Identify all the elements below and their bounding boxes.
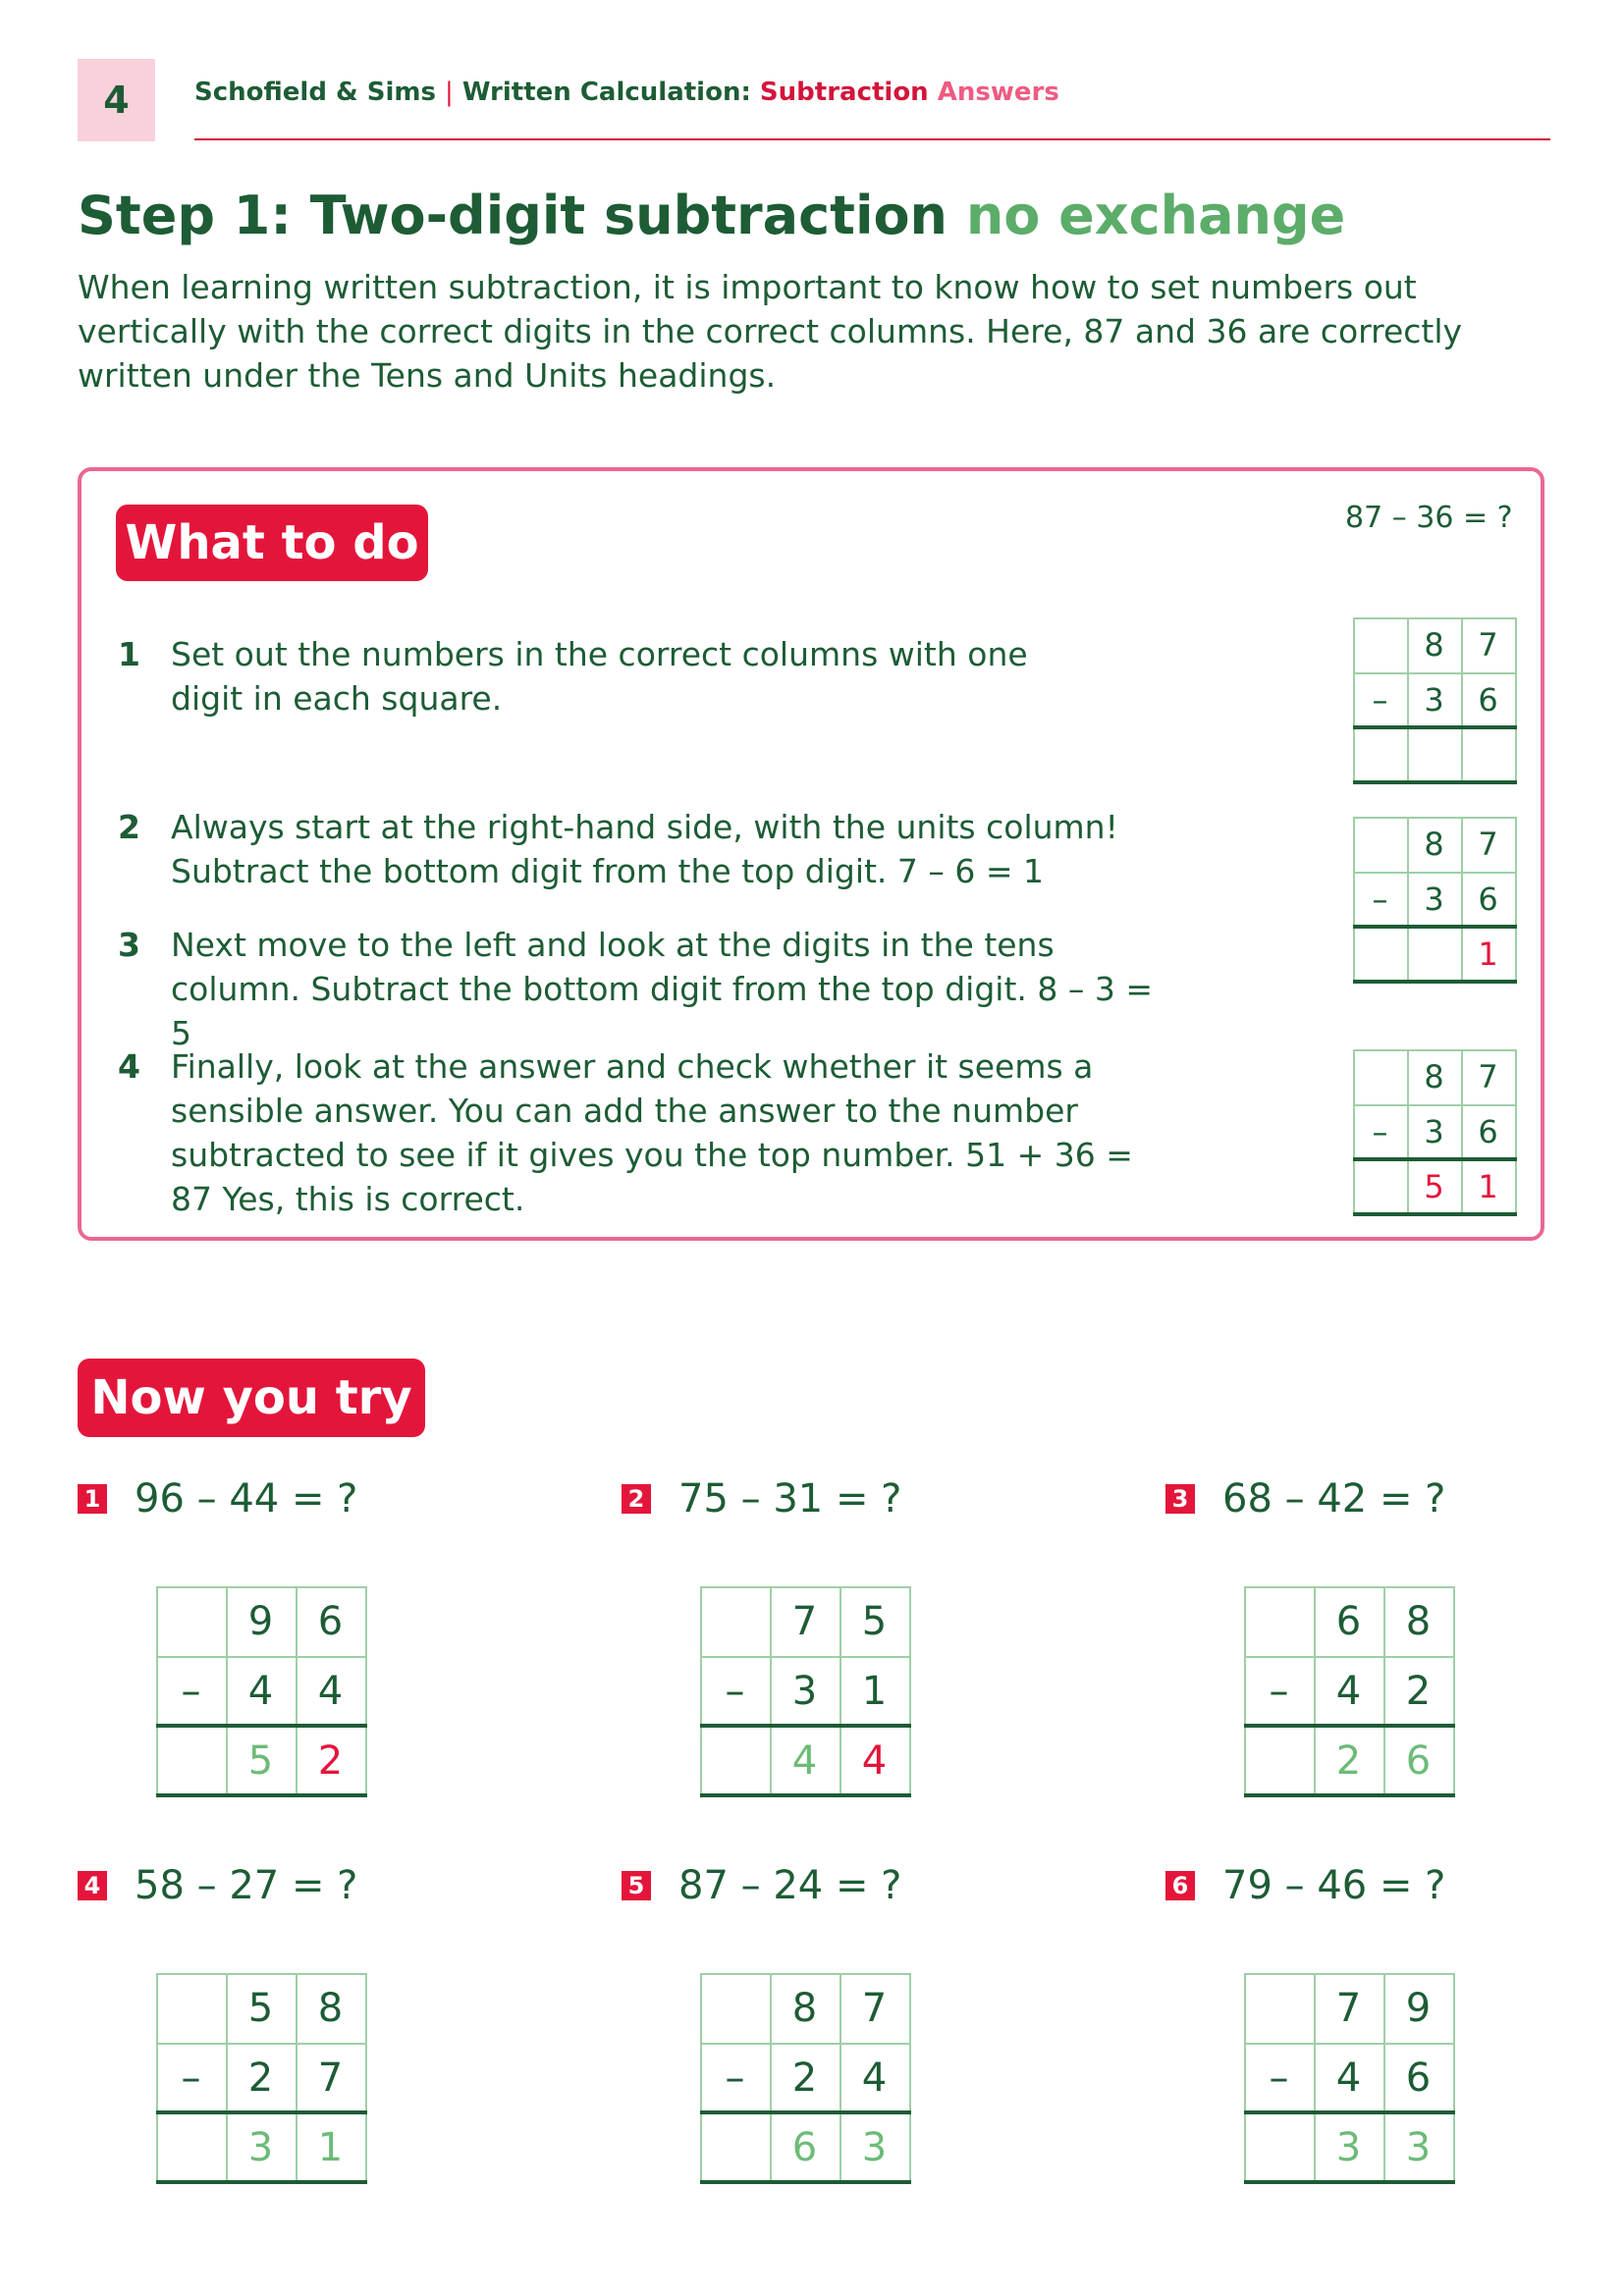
top-digit: 7 [791,1598,818,1644]
top-digit: 6 [1335,1598,1362,1644]
question-3 [1165,1476,1445,1522]
top-digit: 7 [1478,626,1498,664]
page-title [78,185,1345,246]
question-6 [1165,1863,1445,1908]
answer-digit: 2 [1335,1737,1362,1784]
minus-sign: – [1269,2055,1289,2101]
top-digit: 7 [1335,1985,1362,2031]
step-text: Next move to the left and look at the digits in the tens column. Subtract the bottom digit from the top digit. 8 – 3 = 5 [171,926,1153,1052]
minus-sign: – [181,2055,201,2101]
minus-sign: – [1372,881,1388,918]
answer-digit: 1 [1478,935,1498,973]
top-digit: 9 [1405,1985,1432,2031]
now-you-try-label: Now you try [78,1359,425,1437]
grid-line [1515,617,1517,782]
answer-line [1353,780,1517,784]
bottom-digit: 6 [1478,1113,1498,1150]
title-sub: no exchange [965,185,1346,246]
top-digit: 8 [1405,1598,1432,1644]
step-number: 1 [118,635,140,673]
top-digit: 7 [1478,826,1498,863]
question-number-badge: 4 [78,1871,107,1900]
bottom-digit: 6 [1405,2055,1432,2101]
bottom-digit: 6 [1478,681,1498,719]
question-1 [78,1476,357,1522]
step-number: 4 [118,1047,140,1086]
answer-digit: 3 [247,2124,274,2170]
answer-digit: 1 [317,2124,344,2170]
question-equation: 68 – 42 = ? [1222,1476,1446,1522]
top-digit: 7 [861,1985,888,2031]
minus-sign: – [1372,1113,1388,1150]
grid-line [365,1973,367,2182]
question-number-badge: 3 [1165,1484,1195,1514]
minus-sign: – [725,2055,745,2101]
answer-digit: 3 [1335,2124,1362,2170]
bottom-digit: 4 [247,1668,274,1714]
answer-digit: 4 [791,1737,818,1784]
step-number: 3 [118,926,140,964]
bottom-digit: 4 [1335,1668,1362,1714]
question-equation: 96 – 44 = ? [135,1476,358,1522]
question-number-badge: 5 [622,1871,651,1900]
example-equation: 87 – 36 = ? [1345,501,1513,535]
intro-paragraph: When learning written subtraction, it is important to know how to set numbers out vertically with the correct digits in the correct columns. Here, 87 and 36 are correctly written under the Tens and Units headings. [78,268,1463,395]
series-name: Written Calculation: [461,78,751,107]
bottom-digit: 2 [247,2055,274,2101]
bottom-digit: 1 [861,1668,888,1714]
top-digit: 8 [317,1985,344,2031]
bottom-digit: 4 [1335,2055,1362,2101]
bottom-digit: 2 [1405,1668,1432,1714]
header-separator: | [444,78,454,107]
answer-digit: 5 [1424,1168,1444,1205]
top-digit: 8 [1424,626,1444,664]
step-text: Finally, look at the answer and check whether it seems a sensible answer. You can add the answer to the number subtracted to see if it gives you the top number. 51 + 36 = 87 Yes, this is correct. [171,1047,1133,1218]
top-digit: 8 [1424,826,1444,863]
grid-line [1453,1586,1455,1795]
question-number-badge: 1 [78,1484,107,1514]
question-number-badge: 2 [622,1484,651,1514]
question-2 [622,1476,901,1522]
minus-sign: – [1372,681,1388,719]
top-digit: 8 [1424,1058,1444,1095]
grid-line [1515,817,1517,982]
step-text: Set out the numbers in the correct columns with one digit in each square. [171,635,1028,718]
answer-digit: 2 [317,1737,344,1784]
header-rule [194,138,1550,140]
bottom-digit: 3 [1424,881,1444,918]
grid-line [1515,1049,1517,1214]
answer-digit: 6 [1405,1737,1432,1784]
bottom-digit: 3 [1424,681,1444,719]
minus-sign: – [1269,1668,1289,1714]
grid-line [909,1586,911,1795]
question-equation: 58 – 27 = ? [135,1863,358,1908]
question-equation: 87 – 24 = ? [678,1863,902,1908]
top-digit: 6 [317,1598,344,1644]
grid-line [1453,1973,1455,2182]
edition-name: Answers [937,78,1059,107]
minus-sign: – [181,1668,201,1714]
top-digit: 9 [247,1598,274,1644]
answer-digit: 3 [1405,2124,1432,2170]
top-digit: 5 [861,1598,888,1644]
bottom-digit: 2 [791,2055,818,2101]
answer-digit: 4 [861,1737,888,1784]
bottom-digit: 3 [791,1668,818,1714]
answer-digit: 1 [1478,1168,1498,1205]
bottom-digit: 3 [1424,1113,1444,1150]
top-digit: 7 [1478,1058,1498,1095]
question-number-badge: 6 [1165,1871,1195,1900]
top-digit: 5 [247,1985,274,2031]
running-header [194,78,1059,107]
title-main: Step 1: Two-digit subtraction [78,185,947,246]
answer-digit: 6 [791,2124,818,2170]
question-5 [622,1863,901,1908]
minus-sign: – [725,1668,745,1714]
bottom-digit: 4 [861,2055,888,2101]
what-to-do-label: What to do [116,505,428,581]
question-equation: 79 – 46 = ? [1222,1863,1446,1908]
question-4 [78,1863,357,1908]
question-equation: 75 – 31 = ? [678,1476,902,1522]
top-digit: 8 [791,1985,818,2031]
topic-name: Subtraction [759,78,929,107]
answer-digit: 5 [247,1737,274,1784]
page-number: 4 [78,59,155,141]
bottom-digit: 4 [317,1668,344,1714]
step-text: Always start at the right-hand side, with the units column! Subtract the bottom digit from the top digit. 7 – 6 = 1 [171,808,1118,890]
answer-digit: 3 [861,2124,888,2170]
publisher: Schofield & Sims [194,78,436,107]
bottom-digit: 6 [1478,881,1498,918]
grid-line [909,1973,911,2182]
step-number: 2 [118,808,140,846]
bottom-digit: 7 [317,2055,344,2101]
grid-line [365,1586,367,1795]
